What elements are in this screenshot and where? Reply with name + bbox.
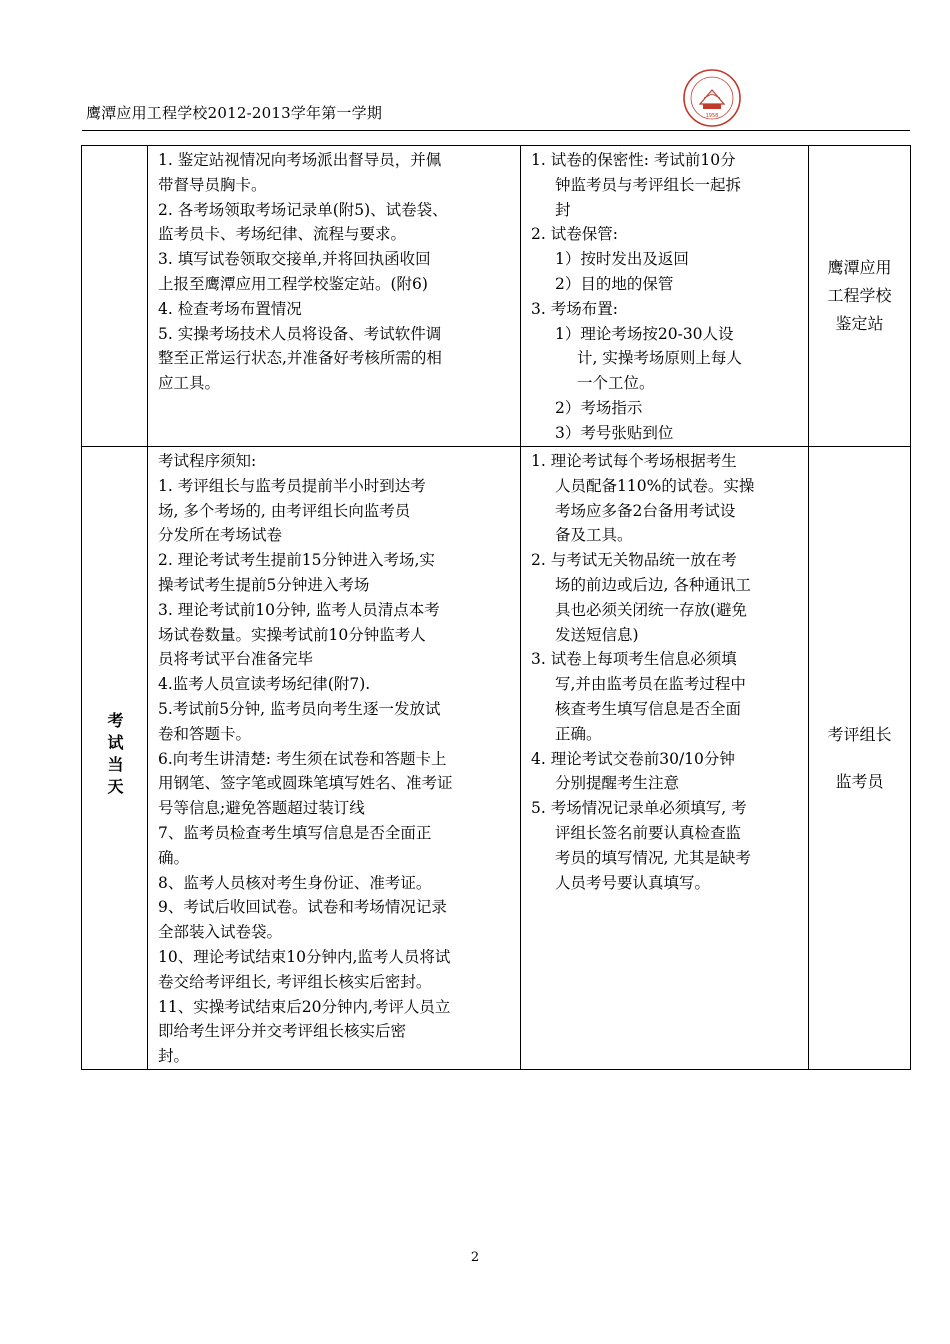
procedure-line: 2. 理论考试考生提前15分钟进入考场,实 xyxy=(158,551,435,570)
procedure-cell xyxy=(148,447,521,1070)
procedure-line: 10、理论考试结束10分钟内,监考人员将试 xyxy=(158,947,451,966)
note-line: 1）按时发出及返回 xyxy=(555,250,689,269)
responsible-party xyxy=(809,254,910,338)
procedure-line: 5. 实操考场技术人员将设备、考试软件调 xyxy=(158,324,442,343)
responsible-cell xyxy=(809,146,911,447)
procedure-line: 封。 xyxy=(158,1047,190,1066)
note-line: 4. 理论考试交卷前30/10分钟 xyxy=(531,749,735,768)
procedure-line: 监考员卡、考场纪律、流程与要求。 xyxy=(158,225,407,244)
procedure-line: 用钢笔、签字笔或圆珠笔填写姓名、准考证 xyxy=(158,774,453,793)
procedure-line: 整至正常运行状态,并准备好考核所需的相 xyxy=(158,349,442,368)
note-line: 评组长签名前要认真检查监 xyxy=(555,823,742,842)
note-line: 具也必须关闭统一存放(避免 xyxy=(555,600,748,619)
procedure-line: 5.考试前5分钟, 监考员向考生逐一发放试 xyxy=(158,699,441,718)
note-line: 人员配备110%的试卷。实操 xyxy=(555,476,755,495)
note-line: 封 xyxy=(555,200,571,219)
note-line: 考场应多备2台备用考试设 xyxy=(555,501,736,520)
note-line: 2）考场指示 xyxy=(555,398,643,417)
procedure-line: 1. 鉴定站视情况向考场派出督导员，并佩 xyxy=(158,151,442,169)
note-line: 1. 理论考试每个考场根据考生 xyxy=(531,452,737,470)
page-header-title: 鹰潭应用工程学校2012-2013学年第一学期 xyxy=(86,104,383,122)
procedure-line: 场, 多个考场的, 由考评组长向监考员 xyxy=(158,501,411,520)
procedure-line: 场试卷数量。实操考试前10分钟监考人 xyxy=(158,625,426,644)
procedure-line: 分发所在考场试卷 xyxy=(158,526,283,545)
procedure-line: 7、监考员检查考生填写信息是否全面正 xyxy=(158,823,432,842)
procedure-line: 带督导员胸卡。 xyxy=(158,175,267,194)
responsible-line: 工程学校 xyxy=(827,286,892,305)
procedure-cell xyxy=(148,146,521,447)
notes-cell xyxy=(521,447,809,1070)
procedure-line: 考试程序须知: xyxy=(158,452,257,470)
procedure-line: 即给考生评分并交考评组长核实后密 xyxy=(158,1022,407,1041)
responsible-line: 监考员 xyxy=(835,771,884,791)
note-line: 发送短信息) xyxy=(555,625,639,644)
procedure-line: 11、实操考试结束后20分钟内,考评人员立 xyxy=(158,997,451,1016)
procedure-line: 员将考试平台准备完毕 xyxy=(158,650,314,669)
procedure-line: 号等信息;避免答题超过装订线 xyxy=(158,799,365,818)
responsible-party xyxy=(809,711,910,805)
stage-cell xyxy=(82,146,148,447)
note-line: 钟监考员与考评组长一起拆 xyxy=(555,175,742,194)
note-line: 人员考号要认真填写。 xyxy=(555,873,711,892)
procedure-line: 应工具。 xyxy=(158,374,221,393)
responsible-line: 鹰潭应用 xyxy=(827,258,892,277)
note-line: 考员的填写情况, 尤其是缺考 xyxy=(555,848,751,867)
procedure-line: 1. 考评组长与监考员提前半小时到达考 xyxy=(158,476,426,495)
procedure-line: 3. 填写试卷领取交接单,并将回执函收回 xyxy=(158,250,431,269)
procedure-line: 全部装入试卷袋。 xyxy=(158,923,283,942)
note-line: 3. 考场布置: xyxy=(531,299,618,318)
procedure-line: 3. 理论考试前10分钟, 监考人员清点本考 xyxy=(158,600,440,619)
procedure-line: 9、考试后收回试卷。试卷和考场情况记录 xyxy=(158,898,447,917)
procedure-line: 4. 检查考场布置情况 xyxy=(158,299,302,318)
note-line: 1. 试卷的保密性: 考试前10分 xyxy=(531,151,736,169)
responsible-line: 鉴定站 xyxy=(835,314,884,333)
procedure-line: 4.监考人员宣读考场纪律(附7). xyxy=(158,675,371,694)
logo-year: 1958 xyxy=(705,113,719,119)
note-line: 3. 试卷上每项考生信息必须填 xyxy=(531,650,737,669)
note-line: 写,并由监考员在监考过程中 xyxy=(555,675,746,694)
notes-list xyxy=(521,447,808,895)
note-line: 正确。 xyxy=(555,724,602,743)
school-logo xyxy=(682,68,742,128)
note-line: 计, 实操考场原则上每人 xyxy=(577,349,742,368)
page-number: 2 xyxy=(470,1250,480,1265)
note-line: 备及工具。 xyxy=(555,526,633,545)
procedure-line: 操考试考生提前5分钟进入考场 xyxy=(158,575,370,594)
stage-cell xyxy=(82,447,148,1070)
procedure-line: 卷和答题卡。 xyxy=(158,724,252,743)
table-row-exam-day xyxy=(82,447,911,1070)
procedure-line: 确。 xyxy=(158,848,190,867)
responsible-line: 考评组长 xyxy=(827,724,892,744)
note-line: 场的前边或后边, 各种通讯工 xyxy=(555,575,751,594)
procedure-line: 6.向考生讲清楚: 考生须在试卷和答题卡上 xyxy=(158,749,447,768)
note-line: 5. 考场情况记录单必须填写, 考 xyxy=(531,799,747,818)
procedure-line: 上报至鹰潭应用工程学校鉴定站。(附6) xyxy=(158,274,428,293)
note-line: 2. 与考试无关物品统一放在考 xyxy=(531,551,737,570)
note-line: 3）考号张贴到位 xyxy=(555,423,674,442)
procedure-list xyxy=(148,447,520,1069)
procedure-line: 卷交给考评组长, 考评组长核实后密封。 xyxy=(158,972,432,991)
procedure-line: 8、监考人员核对考生身份证、准考证。 xyxy=(158,873,432,892)
note-line: 1）理论考场按20-30人设 xyxy=(555,324,734,343)
note-line: 2）目的地的保管 xyxy=(555,274,674,293)
note-line: 分别提醒考生注意 xyxy=(555,774,680,793)
note-line: 核查考生填写信息是否全面 xyxy=(555,699,742,718)
notes-list xyxy=(521,146,808,446)
note-line: 2. 试卷保管: xyxy=(531,225,618,244)
procedure-line: 2. 各考场领取考场记录单(附5)、试卷袋、 xyxy=(158,200,448,219)
responsible-cell xyxy=(809,447,911,1070)
header-rule xyxy=(82,130,910,131)
table-row-preparation xyxy=(82,146,911,447)
note-line: 一个工位。 xyxy=(577,374,655,393)
procedure-list xyxy=(148,146,520,396)
procedure-table xyxy=(81,145,911,1070)
notes-cell xyxy=(521,146,809,447)
stage-label: 考试当天 xyxy=(105,711,124,800)
